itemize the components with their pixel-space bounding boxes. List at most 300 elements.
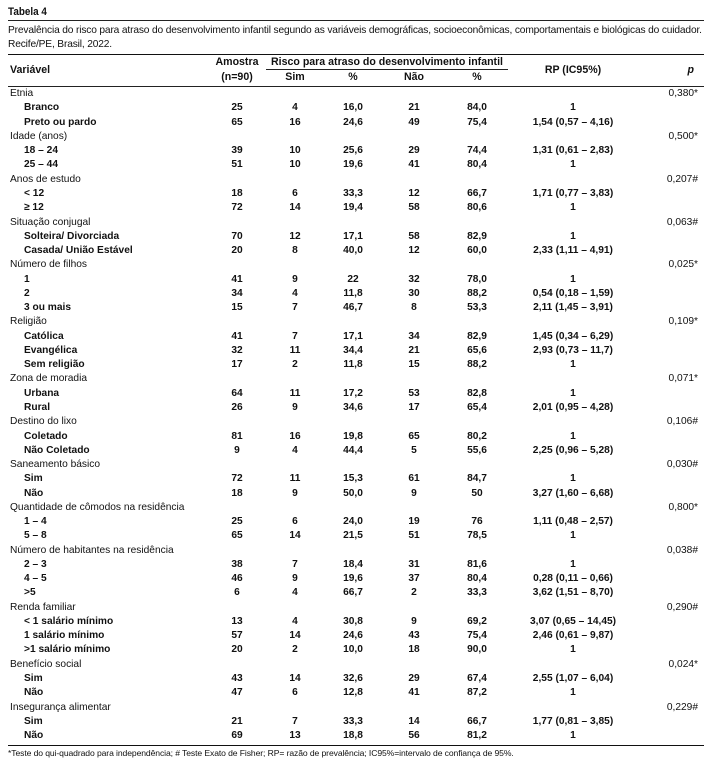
group-label: Quantidade de cômodos na residência (10, 501, 185, 513)
sample-count: 81 (231, 430, 243, 442)
row-label: < 1 salário mínimo (24, 615, 114, 627)
no-percent: 81,2 (467, 730, 487, 742)
prevalence-ratio: 1 (570, 530, 576, 542)
no-count: 30 (408, 287, 420, 299)
yes-percent: 66,7 (343, 587, 363, 599)
table-row (8, 101, 704, 115)
no-count: 21 (408, 344, 420, 356)
no-count: 49 (408, 116, 420, 128)
sample-count: 65 (231, 116, 243, 128)
prevalence-ratio: 1 (570, 230, 576, 242)
group-row (8, 415, 704, 429)
no-count: 5 (411, 444, 417, 456)
p-value: 0,063# (666, 216, 699, 228)
p-value-empty (638, 201, 704, 215)
prevalence-ratio: 1 (570, 202, 576, 214)
no-percent: 66,7 (467, 715, 487, 727)
no-percent: 50 (471, 487, 483, 499)
table-row (8, 671, 704, 685)
table-row (8, 686, 704, 700)
yes-count: 9 (292, 273, 298, 285)
yes-count: 11 (289, 473, 301, 485)
p-value: 0,030# (666, 459, 699, 471)
prevalence-ratio: 2,01 (0,95 – 4,28) (532, 401, 614, 413)
yes-count: 11 (289, 387, 301, 399)
no-percent: 67,4 (467, 673, 487, 685)
no-count: 32 (408, 273, 420, 285)
yes-percent: 32,6 (343, 673, 363, 685)
sample-count: 47 (231, 687, 243, 699)
p-value-empty (638, 329, 704, 343)
table-row (8, 286, 704, 300)
table-row (8, 714, 704, 728)
table-row (8, 343, 704, 357)
no-percent: 82,9 (467, 230, 487, 242)
p-value-empty (638, 443, 704, 457)
sample-count: 69 (231, 730, 243, 742)
table-row (8, 728, 704, 742)
no-percent: 80,2 (467, 430, 487, 442)
table-row (8, 272, 704, 286)
sample-count: 21 (231, 715, 243, 727)
yes-percent: 17,1 (343, 330, 363, 342)
yes-percent: 25,6 (343, 145, 363, 157)
sample-count: 15 (231, 302, 243, 314)
row-label: Casada/ União Estável (24, 245, 133, 257)
yes-percent: 17,1 (343, 230, 363, 242)
group-label: Renda familiar (10, 601, 76, 613)
no-count: 53 (408, 387, 420, 399)
row-label: 1 (24, 273, 30, 285)
no-count: 8 (411, 302, 417, 314)
sample-count: 20 (231, 245, 243, 257)
no-percent: 78,5 (467, 530, 487, 542)
prevalence-ratio: 1 (570, 473, 576, 485)
group-label: Religião (10, 316, 47, 328)
p-value-empty (638, 429, 704, 443)
sample-count: 43 (231, 673, 243, 685)
prevalence-ratio: 1,45 (0,34 – 6,29) (532, 330, 614, 342)
no-count: 41 (408, 687, 420, 699)
prevalence-ratio: 1,11 (0,48 – 2,57) (533, 516, 613, 528)
sample-count: 32 (231, 344, 243, 356)
header-pct-yes: % (348, 71, 358, 83)
p-value-empty (638, 186, 704, 200)
yes-count: 8 (292, 245, 298, 257)
row-label: 3 ou mais (24, 302, 71, 314)
table-row (8, 529, 704, 543)
row-label: Solteira/ Divorciada (24, 230, 120, 242)
yes-percent: 34,4 (343, 344, 363, 356)
row-label: Não (24, 487, 44, 499)
p-value: 0,025* (668, 259, 699, 271)
no-count: 56 (408, 730, 420, 742)
table-caption: Prevalência do risco para atraso do desenvolvimento infantil segundo as variáveis demográficas, socioeconômicas, comportamentais e biológicas do cuidador. Recife/PE, Brasil, 2022. (8, 25, 702, 50)
sample-count: 17 (231, 359, 243, 371)
sample-count: 25 (231, 516, 243, 528)
yes-count: 14 (289, 202, 301, 214)
yes-percent: 10,0 (343, 644, 363, 656)
no-count: 12 (408, 187, 420, 199)
no-percent: 75,4 (467, 116, 487, 128)
prevalence-ratio: 0,28 (0,11 – 0,66) (533, 573, 613, 585)
no-percent: 74,4 (467, 145, 487, 157)
p-value-empty (638, 671, 704, 685)
yes-percent: 19,4 (343, 202, 363, 214)
header-p: p (687, 63, 695, 76)
header-rp: RP (IC95%) (544, 63, 602, 76)
sample-count: 34 (231, 287, 243, 299)
prevalence-ratio: 1 (570, 387, 576, 399)
p-value-empty (638, 358, 704, 372)
row-label: Católica (24, 330, 64, 342)
header-risk-group: Risco para atraso do desenvolvimento infantil (266, 55, 508, 70)
header-pct-no: % (472, 71, 482, 83)
no-percent: 82,8 (467, 387, 487, 399)
row-label: >1 salário mínimo (24, 644, 111, 656)
p-value-empty (638, 400, 704, 414)
table-footnote: *Teste do qui-quadrado para independência; # Teste Exato de Fisher; RP= razão de prevalência; IC95%=intervalo de confiança de 95%. (8, 747, 514, 758)
no-count: 31 (408, 558, 420, 570)
table-row (8, 300, 704, 314)
yes-percent: 50,0 (343, 487, 363, 499)
yes-count: 10 (289, 145, 301, 157)
table-row (8, 614, 704, 628)
prevalence-ratio: 1 (570, 159, 576, 171)
yes-count: 4 (292, 287, 298, 299)
sample-count: 6 (234, 587, 240, 599)
group-row (8, 315, 704, 329)
no-count: 58 (408, 230, 420, 242)
group-label: Insegurança alimentar (10, 701, 111, 713)
p-value: 0,290# (666, 601, 699, 613)
yes-percent: 24,6 (343, 630, 363, 642)
sample-count: 51 (231, 159, 243, 171)
sample-count: 9 (234, 444, 240, 456)
no-count: 43 (408, 630, 420, 642)
group-row (8, 600, 704, 614)
row-label: Não (24, 687, 44, 699)
row-label: Sem religião (24, 359, 85, 371)
group-row (8, 172, 704, 186)
data-table (8, 55, 704, 743)
prevalence-ratio: 2,33 (1,11 – 4,91) (533, 245, 613, 257)
prevalence-ratio: 2,93 (0,73 – 11,7) (533, 344, 613, 356)
sample-count: 72 (231, 202, 243, 214)
p-value-empty (638, 343, 704, 357)
p-value: 0,800* (668, 501, 699, 513)
no-count: 19 (408, 516, 420, 528)
no-count: 12 (408, 245, 420, 257)
yes-percent: 19,6 (343, 159, 363, 171)
yes-percent: 18,4 (343, 558, 363, 570)
sample-count: 38 (231, 558, 243, 570)
no-percent: 82,9 (467, 330, 487, 342)
yes-percent: 19,8 (343, 430, 363, 442)
table-row (8, 329, 704, 343)
table-row (8, 186, 704, 200)
yes-percent: 17,2 (343, 387, 363, 399)
yes-count: 14 (289, 673, 301, 685)
p-value: 0,071* (668, 373, 699, 385)
table-row (8, 144, 704, 158)
no-percent: 80,4 (467, 573, 487, 585)
sample-count: 41 (231, 273, 243, 285)
group-row (8, 657, 704, 671)
p-value-empty (638, 243, 704, 257)
row-label: Preto ou pardo (24, 116, 97, 128)
p-value-empty (638, 158, 704, 172)
no-percent: 55,6 (467, 444, 487, 456)
table-row (8, 243, 704, 257)
sample-count: 70 (231, 230, 243, 242)
sample-count: 64 (231, 387, 243, 399)
sample-count: 65 (231, 530, 243, 542)
yes-percent: 21,5 (343, 530, 363, 542)
p-value-empty (638, 714, 704, 728)
yes-count: 12 (289, 230, 301, 242)
no-count: 9 (411, 615, 417, 627)
yes-count: 4 (292, 444, 298, 456)
table-row (8, 229, 704, 243)
p-value: 0,207# (666, 173, 699, 185)
group-label: Número de habitantes na residência (10, 544, 174, 556)
yes-count: 16 (289, 430, 301, 442)
p-value-empty (638, 572, 704, 586)
no-percent: 88,2 (467, 287, 487, 299)
yes-count: 7 (292, 715, 298, 727)
yes-count: 2 (292, 359, 298, 371)
no-percent: 88,2 (467, 359, 487, 371)
no-percent: 65,6 (467, 344, 487, 356)
row-label: 1 salário mínimo (24, 630, 105, 642)
row-label: Sim (24, 715, 43, 727)
no-percent: 76 (471, 516, 483, 528)
p-value-empty (638, 272, 704, 286)
yes-percent: 44,4 (343, 444, 363, 456)
p-value-empty (638, 728, 704, 742)
prevalence-ratio: 1,77 (0,81 – 3,85) (532, 715, 614, 727)
row-label: >5 (24, 587, 36, 599)
prevalence-ratio: 1 (570, 430, 576, 442)
yes-percent: 40,0 (343, 245, 363, 257)
p-value: 0,038# (666, 544, 699, 556)
no-count: 18 (408, 644, 420, 656)
yes-percent: 33,3 (343, 187, 363, 199)
no-percent: 80,6 (467, 202, 487, 214)
sample-count: 46 (231, 573, 243, 585)
no-percent: 84,7 (467, 473, 487, 485)
prevalence-ratio: 0,54 (0,18 – 1,59) (532, 287, 614, 299)
yes-percent: 11,8 (343, 359, 363, 371)
p-value: 0,024* (668, 658, 699, 670)
p-value: 0,106# (666, 416, 699, 428)
no-count: 34 (408, 330, 420, 342)
p-value-empty (638, 144, 704, 158)
no-count: 58 (408, 202, 420, 214)
yes-percent: 33,3 (343, 715, 363, 727)
row-label: 2 (24, 287, 30, 299)
table-row (8, 486, 704, 500)
table-body (8, 87, 704, 743)
table-row (8, 115, 704, 129)
no-count: 15 (408, 359, 420, 371)
sample-count: 13 (231, 615, 243, 627)
yes-count: 4 (292, 102, 298, 114)
no-count: 61 (408, 473, 420, 485)
sample-count: 72 (231, 473, 243, 485)
yes-count: 9 (292, 487, 298, 499)
p-value-empty (638, 514, 704, 528)
prevalence-ratio: 1 (570, 558, 576, 570)
header-yes: Sim (285, 71, 305, 83)
no-percent: 65,4 (467, 401, 487, 413)
yes-count: 11 (289, 344, 301, 356)
group-label: Situação conjugal (10, 216, 91, 228)
prevalence-ratio: 3,27 (1,60 – 6,68) (532, 487, 614, 499)
yes-percent: 18,8 (343, 730, 363, 742)
p-value-empty (638, 586, 704, 600)
group-row (8, 129, 704, 143)
prevalence-ratio: 2,55 (1,07 – 6,04) (532, 673, 614, 685)
prevalence-ratio: 1 (570, 730, 576, 742)
header-sample: Amostra (215, 56, 259, 69)
yes-percent: 19,6 (343, 573, 363, 585)
prevalence-ratio: 3,07 (0,65 – 14,45) (529, 615, 617, 627)
table-row (8, 400, 704, 414)
row-label: Rural (24, 401, 51, 413)
p-value-empty (638, 472, 704, 486)
p-value-empty (638, 115, 704, 129)
yes-count: 10 (289, 159, 301, 171)
no-count: 17 (408, 401, 420, 413)
yes-count: 16 (289, 116, 301, 128)
row-label: 2 – 3 (24, 558, 47, 570)
p-value-empty (638, 643, 704, 657)
no-percent: 81,6 (467, 558, 487, 570)
yes-count: 7 (292, 558, 298, 570)
sample-count: 26 (231, 401, 243, 413)
table-title: Tabela 4 (8, 6, 47, 18)
yes-percent: 11,8 (343, 287, 363, 299)
no-count: 37 (408, 573, 420, 585)
prevalence-ratio: 1,54 (0,57 – 4,16) (532, 116, 614, 128)
no-count: 9 (411, 487, 417, 499)
table-row (8, 629, 704, 643)
yes-percent: 24,0 (343, 516, 363, 528)
p-value-empty (638, 486, 704, 500)
table-row (8, 443, 704, 457)
table-row (8, 557, 704, 571)
yes-count: 7 (292, 302, 298, 314)
no-count: 51 (408, 530, 420, 542)
yes-percent: 34,6 (343, 401, 363, 413)
no-percent: 78,0 (467, 273, 487, 285)
row-label: 18 – 24 (24, 145, 58, 157)
prevalence-ratio: 1 (570, 687, 576, 699)
p-value-empty (638, 286, 704, 300)
no-percent: 75,4 (467, 630, 487, 642)
yes-count: 9 (292, 573, 298, 585)
no-percent: 69,2 (467, 615, 487, 627)
no-percent: 66,7 (467, 187, 487, 199)
prevalence-ratio: 1,31 (0,61 – 2,83) (532, 145, 614, 157)
yes-count: 14 (289, 530, 301, 542)
row-label: Sim (24, 473, 43, 485)
sample-count: 18 (231, 187, 243, 199)
no-percent: 90,0 (467, 644, 487, 656)
yes-count: 13 (289, 730, 301, 742)
table-row (8, 572, 704, 586)
table-row (8, 386, 704, 400)
prevalence-ratio: 2,46 (0,61 – 9,87) (532, 630, 614, 642)
prevalence-ratio: 1,71 (0,77 – 3,83) (532, 187, 614, 199)
no-percent: 33,3 (467, 587, 487, 599)
group-row (8, 215, 704, 229)
no-count: 2 (411, 587, 417, 599)
table-row (8, 201, 704, 215)
yes-percent: 24,6 (343, 116, 363, 128)
p-value-empty (638, 614, 704, 628)
sample-count: 18 (231, 487, 243, 499)
header-variable: Variável (10, 63, 51, 76)
yes-count: 6 (292, 687, 298, 699)
row-label: Branco (24, 102, 60, 114)
p-value-empty (638, 686, 704, 700)
group-row (8, 700, 704, 714)
group-label: Idade (anos) (10, 130, 68, 142)
prevalence-ratio: 3,62 (1,51 – 8,70) (532, 587, 614, 599)
group-label: Etnia (10, 88, 34, 100)
sample-count: 41 (231, 330, 243, 342)
row-label: Urbana (24, 387, 60, 399)
p-value-empty (638, 300, 704, 314)
no-count: 21 (408, 102, 420, 114)
prevalence-ratio: 1 (570, 359, 576, 371)
sample-count: 25 (231, 102, 243, 114)
table-row (8, 472, 704, 486)
table-row (8, 643, 704, 657)
row-label: Não Coletado (24, 444, 90, 456)
yes-count: 6 (292, 187, 298, 199)
yes-percent: 22 (347, 273, 359, 285)
yes-count: 4 (292, 587, 298, 599)
yes-count: 14 (289, 630, 301, 642)
group-label: Zona de moradia (10, 373, 88, 385)
no-percent: 80,4 (467, 159, 487, 171)
p-value: 0,229# (666, 701, 699, 713)
p-value: 0,109* (668, 316, 699, 328)
p-value-empty (638, 529, 704, 543)
no-percent: 53,3 (467, 302, 487, 314)
p-value: 0,380* (668, 88, 699, 100)
table-row (8, 586, 704, 600)
p-value-empty (638, 629, 704, 643)
row-label: 5 – 8 (24, 530, 47, 542)
p-value-empty (638, 557, 704, 571)
table-row (8, 158, 704, 172)
no-count: 29 (408, 673, 420, 685)
yes-count: 7 (292, 330, 298, 342)
table-row (8, 358, 704, 372)
row-label: 25 – 44 (24, 159, 58, 171)
row-label: Sim (24, 673, 43, 685)
table-row (8, 514, 704, 528)
group-row (8, 258, 704, 272)
group-label: Saneamento básico (10, 459, 101, 471)
prevalence-ratio: 2,11 (1,45 – 3,91) (533, 302, 613, 314)
yes-count: 2 (292, 644, 298, 656)
